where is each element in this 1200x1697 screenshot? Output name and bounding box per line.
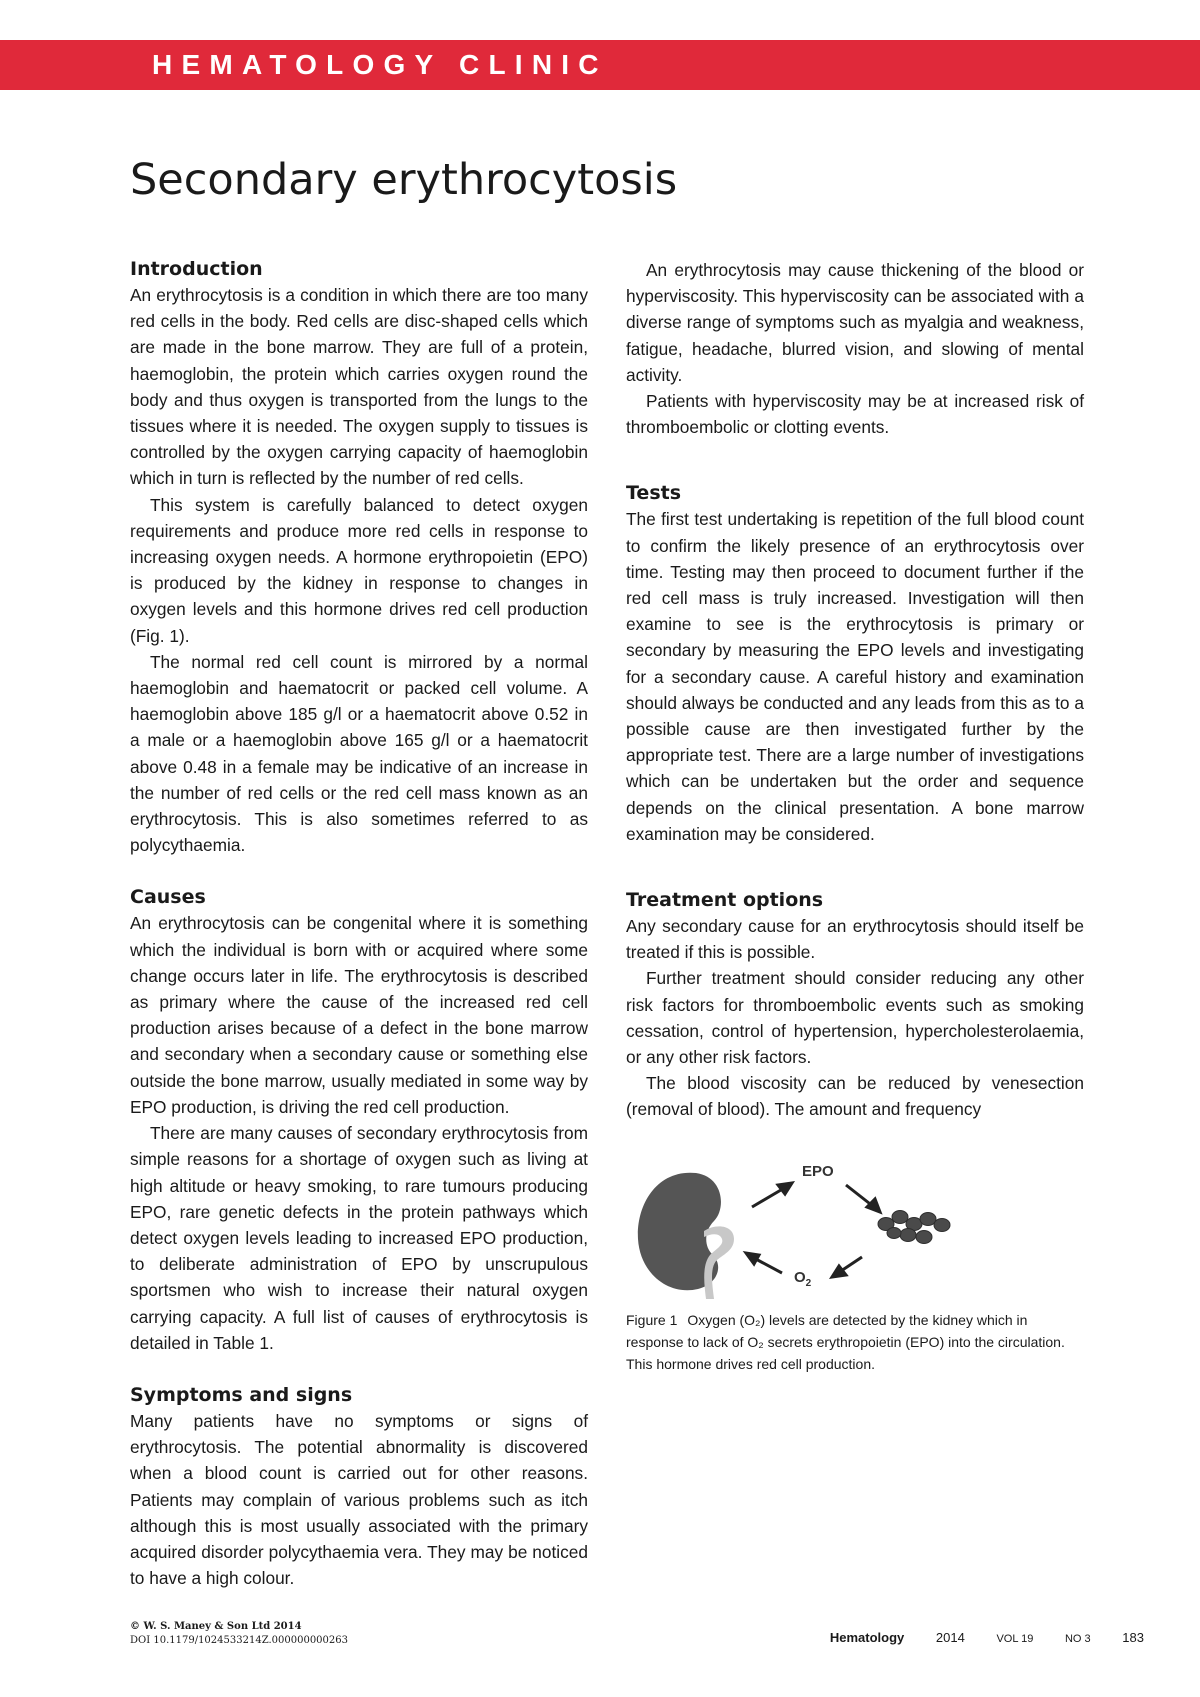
paragraph: An erythrocytosis is a condition in which there are too many red cells in the body. Red cells are disc-shaped cells which are made in the bone marrow. They are full of a protein, haemoglobin, the protein which carries oxygen round the body and thus oxygen is transported from the lungs to the tissues where it is needed. The oxygen supply to tissues is controlled by the oxygen carrying capacity of haemoglobin which in turn is reflected by the number of red cells. [130, 285, 588, 489]
journal-issue: NO 3 [1064, 1633, 1091, 1645]
red-cells-icon [878, 1210, 950, 1243]
caption-text: Oxygen (O₂) levels are detected by the kidney which in response to lack of O₂ secrets erythropoietin (EPO) into the circulation. This hormone drives red cell production. [626, 1311, 1065, 1372]
arrow-icon [746, 1183, 880, 1277]
epo-label: EPO [802, 1162, 834, 1180]
heading-introduction: Introduction [130, 258, 263, 280]
heading-causes: Causes [130, 886, 206, 909]
left-column [130, 256, 588, 1591]
paragraph: There are many causes of secondary erythrocytosis from simple reasons for a shortage of oxygen such as living at high altitude or heavy smoking, to rare tumours producing EPO, rare genetic defects in the protein pathways which detect oxygen levels leading to increased EPO production, to deliberate administration of EPO by unscrupulous sportsmen who wish to increase their natural oxygen carrying capacity. A full list of causes of erythrocytosis is detailed in Table 1. [130, 1123, 588, 1353]
doi: DOI 10.1179/1024533214Z.000000000263 [130, 1635, 348, 1646]
kidney-icon [638, 1172, 734, 1298]
footer-right [830, 1630, 1144, 1645]
section-gap [130, 858, 588, 884]
paragraph: The blood viscosity can be reduced by venesection (removal of blood). The amount and frequency [626, 1073, 1084, 1120]
o2-label: $O_2$ [794, 1268, 812, 1289]
paragraph: Further treatment should consider reducing any other risk factors for thromboembolic events such as smoking cessation, control of hypertension, hypercholesterolaemia, or any other risk factors. [626, 968, 1084, 1068]
paragraph: Many patients have no symptoms or signs of erythrocytosis. The potential abnormality is discovered when a blood count is carried out for other reasons. Patients may complain of various problems such as itch although this is most usually associated with the primary acquired disorder polycythaemia vera. They may be noticed to have a high colour. [130, 1410, 588, 1589]
paragraph: Any secondary cause for an erythrocytosis should itself be treated if this is possible. [626, 916, 1084, 963]
figure-number: Figure 1 [626, 1311, 678, 1328]
epo-cycle-diagram [626, 1161, 1084, 1301]
paragraph: Patients with hyperviscosity may be at increased risk of thromboembolic or clotting events. [626, 391, 1084, 438]
figure-caption [626, 1309, 1084, 1375]
paragraph: The first test undertaking is repetition of the full blood count to confirm the likely presence of an erythrocytosis over time. Testing may then proceed to document further if the red cell mass is truly increased. Investigation will then examine to see is the erythrocytosis is primary or secondary by measuring the EPO levels and investigating for a secondary cause. A careful history and examination should always be conducted and any leads from this as to a possible cause are then investigated further by the appropriate test. There are a large number of investigations which can be undertaken but the order and sequence depends on the clinical presentation. A bone marrow examination may be considered. [626, 509, 1084, 844]
journal-year: 2014 [935, 1630, 965, 1645]
page-title: Secondary erythrocytosis [130, 155, 678, 205]
section-gap [626, 847, 1084, 887]
paragraph: This system is carefully balanced to detect oxygen requirements and produce more red cells in response to increasing oxygen needs. A hormone erythropoietin (EPO) is produced by the kidney in response to changes in oxygen levels and this hormone drives red cell production (Fig. 1). [130, 494, 588, 646]
journal-name: Hematology [829, 1630, 905, 1645]
paragraph: The normal red cell count is mirrored by a normal haemoglobin and haematocrit or packed cell volume. A haemoglobin above 185 g/l or a haematocrit above 0.52 in a male or a haemoglobin above 165 g/l or a haematocrit above 0.48 in a female may be indicative of an increase in the number of red cells or the red cell mass known as an erythrocytosis. This is also sometimes referred to as polycythaemia. [130, 651, 588, 856]
page-number: 183 [1122, 1630, 1144, 1645]
section-gap [130, 1356, 588, 1382]
heading-tests: Tests [626, 482, 682, 505]
figure-1 [626, 1161, 1084, 1301]
section-gap [626, 440, 1084, 480]
heading-treatment: Treatment options [626, 889, 824, 912]
heading-symptoms: Symptoms and signs [130, 1383, 353, 1406]
right-column [626, 257, 1084, 1375]
journal-volume: VOL 19 [996, 1633, 1034, 1645]
paragraph: An erythrocytosis may cause thickening of the blood or hyperviscosity. This hyperviscosity can be associated with a diverse range of symptoms such as myalgia and weakness, fatigue, headache, blurred vision, and slowing of mental activity. [626, 260, 1084, 385]
paragraph: An erythrocytosis can be congenital where it is something which the individual is born with or acquired where some change occurs later in life. The erythrocytosis is described as primary where the cause of the increased red cell production arises because of a defect in the bone marrow and secondary when a secondary cause or something else outside the bone marrow, usually mediated in some way by EPO production, is driving the red cell production. [130, 913, 588, 1117]
copyright: © W. S. Maney & Son Ltd 2014 [130, 1621, 302, 1632]
section-banner: HEMATOLOGY CLINIC [0, 40, 1200, 90]
footer-left [130, 1620, 348, 1648]
